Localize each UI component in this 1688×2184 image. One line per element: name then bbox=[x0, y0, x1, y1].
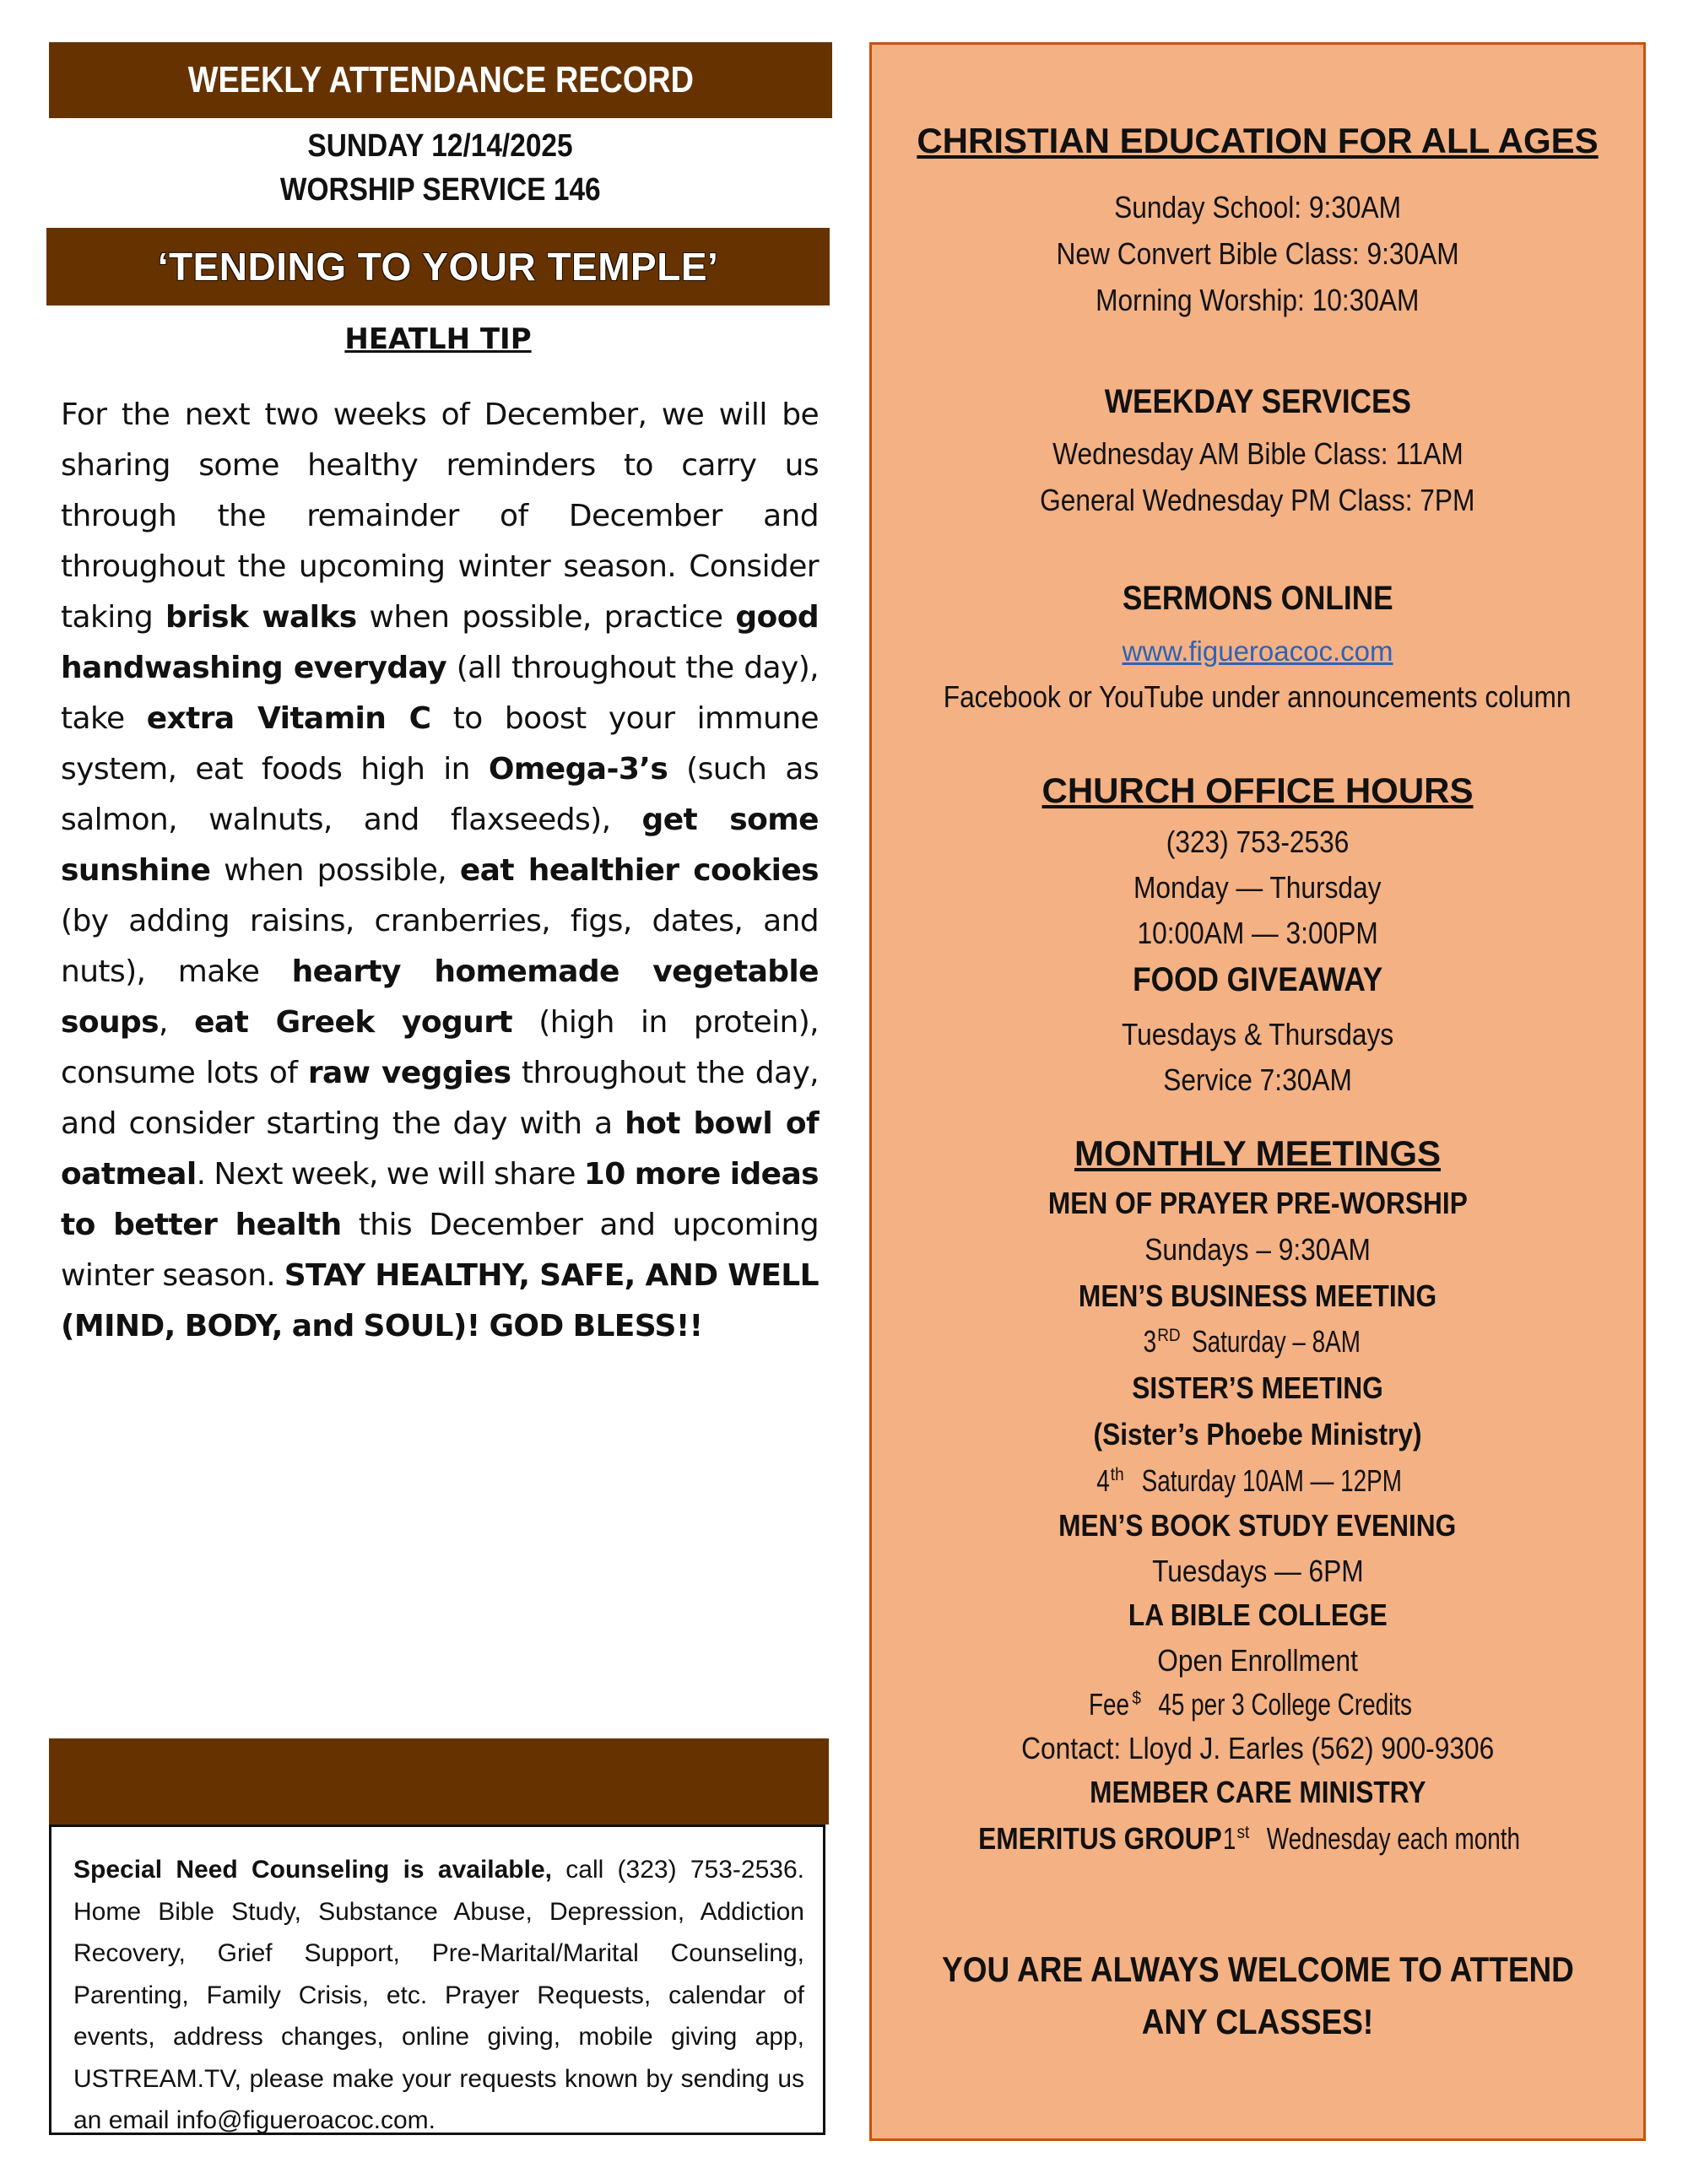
christian-education-title bbox=[872, 121, 1643, 161]
weekday-services-title bbox=[872, 383, 1643, 421]
office-phone bbox=[872, 824, 1643, 860]
health-tip-text: this December and upcoming winter season. bbox=[61, 1208, 819, 1293]
health-tip-text: to boost your immune system, eat foods high in bbox=[61, 701, 819, 787]
health-tip-emphasis: Omega-3’s bbox=[488, 752, 668, 787]
sunday-school-text: Sunday School: 9:30AM bbox=[1114, 190, 1401, 224]
social-line bbox=[872, 679, 1643, 715]
sisters-meeting-sub bbox=[872, 1417, 1643, 1452]
sisters-meeting bbox=[872, 1370, 1643, 1406]
new-convert-text: New Convert Bible Class: 9:30AM bbox=[1056, 236, 1459, 271]
fee-amount: 45 per 3 College Credits bbox=[1158, 1687, 1412, 1722]
info-panel bbox=[869, 42, 1646, 2141]
food-giveaway-title bbox=[872, 961, 1643, 999]
christian-education-title-text: CHRISTIAN EDUCATION FOR ALL AGES bbox=[917, 121, 1599, 160]
mens-business-meeting bbox=[872, 1279, 1643, 1314]
la-bible-college-text: LA BIBLE COLLEGE bbox=[1128, 1597, 1388, 1632]
mens-business-ordinal: 3 bbox=[1143, 1324, 1157, 1359]
open-enrollment-text: Open Enrollment bbox=[1157, 1643, 1358, 1678]
counseling-header-bar bbox=[49, 1738, 829, 1825]
wednesday-pm-text: General Wednesday PM Class: 7PM bbox=[1040, 483, 1475, 517]
counseling-lead: Special Need Counseling is available, bbox=[73, 1856, 552, 1884]
college-contact bbox=[872, 1731, 1643, 1766]
book-study-time-text: Tuesdays — 6PM bbox=[1151, 1554, 1364, 1588]
sisters-meeting-text: SISTER’S MEETING bbox=[1132, 1370, 1383, 1405]
health-tip-text: (such as salmon, walnuts, and flaxseeds), bbox=[61, 752, 820, 837]
date-line-text: SUNDAY 12/14/2025 bbox=[307, 128, 574, 164]
sisters-meeting-time-text bbox=[1096, 1463, 1420, 1499]
sisters-when: Saturday 10AM — 12PM bbox=[1141, 1463, 1402, 1498]
men-of-prayer-time bbox=[872, 1232, 1643, 1268]
mens-book-study bbox=[872, 1508, 1643, 1543]
health-tip-text: (by adding raisins, cranberries, figs, dates, and nuts), make bbox=[61, 904, 819, 989]
member-care-ministry bbox=[872, 1775, 1643, 1810]
food-time bbox=[872, 1062, 1643, 1098]
wednesday-am-text: Wednesday AM Bible Class: 11AM bbox=[1052, 436, 1463, 471]
sisters-meeting-time bbox=[872, 1463, 1643, 1499]
member-care-ministry-text: MEMBER CARE MINISTRY bbox=[1089, 1775, 1426, 1809]
wednesday-pm-line bbox=[872, 483, 1643, 518]
fee-currency: $ bbox=[1132, 1687, 1141, 1708]
sisters-ordinal: 4 bbox=[1096, 1463, 1110, 1498]
health-tip-text: throughout the day, and consider starting the day with a bbox=[61, 1056, 819, 1141]
office-hours-text: 10:00AM — 3:00PM bbox=[1137, 916, 1378, 950]
health-tip-text: when possible, practice bbox=[356, 600, 736, 635]
new-convert-line bbox=[872, 236, 1643, 272]
mens-business-time bbox=[872, 1324, 1643, 1360]
health-tip-emphasis: STAY HEALTHY, SAFE, AND WELL (MIND, BODY, and SOUL)! GOD BLESS!! bbox=[61, 1258, 819, 1343]
health-tip-emphasis: extra Vitamin C bbox=[146, 701, 431, 736]
theme-title: ‘TENDING TO YOUR TEMPLE’ bbox=[157, 245, 719, 289]
health-tip-emphasis: hearty homemade vegetable soups bbox=[61, 954, 819, 1040]
health-tip-emphasis: hot bowl of oatmeal bbox=[61, 1106, 820, 1192]
monthly-meetings-text: MONTHLY MEETINGS bbox=[1074, 1133, 1442, 1173]
health-tip-emphasis: eat Greek yogurt bbox=[194, 1005, 512, 1040]
office-days bbox=[872, 870, 1643, 905]
la-bible-college bbox=[872, 1597, 1643, 1633]
weekday-services-text: WEEKDAY SERVICES bbox=[1104, 383, 1411, 420]
college-contact-text: Contact: Lloyd J. Earles (562) 900-9306 bbox=[1020, 1731, 1495, 1765]
health-tip-emphasis: good handwashing everyday bbox=[61, 600, 819, 685]
office-days-text: Monday — Thursday bbox=[1133, 870, 1382, 905]
health-tip-title: HEATLH TIP bbox=[344, 322, 532, 356]
church-office-hours-text: CHURCH OFFICE HOURS bbox=[1041, 770, 1474, 810]
health-tip-text: , bbox=[159, 1005, 195, 1040]
emeritus-ordinal-suffix: st bbox=[1236, 1821, 1249, 1842]
sisters-meeting-sub-text: (Sister’s Phoebe Ministry) bbox=[1093, 1417, 1422, 1451]
mens-business-meeting-text: MEN’S BUSINESS MEETING bbox=[1078, 1279, 1437, 1313]
office-phone-text: (323) 753-2536 bbox=[1166, 824, 1350, 859]
website-link-text[interactable]: www.figueroacoc.com bbox=[1122, 635, 1393, 667]
office-hours bbox=[872, 916, 1643, 951]
health-tip-text: (high in protein), consume lots of bbox=[61, 1005, 819, 1090]
sermons-online-title bbox=[872, 580, 1643, 618]
sisters-ordinal-suffix: th bbox=[1110, 1463, 1124, 1484]
health-tip-body bbox=[61, 390, 819, 1352]
emeritus-group-text bbox=[978, 1821, 1537, 1857]
emeritus-group-name: EMERITUS GROUP bbox=[977, 1821, 1222, 1856]
health-tip-emphasis: 10 more ideas to better health bbox=[61, 1157, 819, 1242]
welcome-message bbox=[872, 1943, 1643, 2048]
food-giveaway-text: FOOD GIVEAWAY bbox=[1132, 961, 1383, 998]
open-enrollment bbox=[872, 1643, 1643, 1679]
fee-prefix: Fee bbox=[1088, 1687, 1129, 1722]
health-tip-emphasis: eat healthier cookies bbox=[459, 853, 819, 888]
service-line bbox=[49, 172, 832, 208]
attendance-header-bar bbox=[49, 42, 832, 118]
theme-title-bar bbox=[46, 228, 830, 305]
food-time-text: Service 7:30AM bbox=[1163, 1062, 1352, 1097]
health-tip-text: (all throughout the day), take bbox=[61, 651, 819, 736]
social-text: Facebook or YouTube under announcements column bbox=[944, 679, 1572, 714]
health-tip-emphasis: get some sunshine bbox=[61, 803, 819, 888]
counseling-body: call (323) 753-2536. Home Bible Study, Substance Abuse, Depression, Addiction Recovery, Grief Support, Pre-Marital/Marital Counseling, Parenting, Family Crisis, etc. Prayer Requests, calendar of events, address changes, online giving, mobile giving app, USTREAM.TV, please make your requests known by sending us an email info@figueroacoc.com. bbox=[73, 1856, 804, 2134]
service-line-text: WORSHIP SERVICE 146 bbox=[280, 172, 601, 208]
men-of-prayer-time-text: Sundays – 9:30AM bbox=[1144, 1232, 1371, 1267]
emeritus-when: Wednesday each month bbox=[1266, 1821, 1520, 1856]
book-study-time bbox=[872, 1554, 1643, 1589]
men-of-prayer bbox=[872, 1186, 1643, 1221]
attendance-header: WEEKLY ATTENDANCE RECORD bbox=[187, 59, 694, 100]
date-line bbox=[49, 128, 832, 165]
health-tip-text: For the next two weeks of December, we will be sharing some healthy reminders to carry us through the remainder of December and throughout the upcoming winter season. Consider taking bbox=[61, 397, 819, 635]
mens-business-when: Saturday – 8AM bbox=[1192, 1324, 1361, 1359]
health-tip-emphasis: brisk walks bbox=[165, 600, 357, 635]
welcome-line-2: ANY CLASSES! bbox=[1141, 2002, 1374, 2041]
health-tip-text: when possible, bbox=[210, 853, 460, 888]
men-of-prayer-text: MEN OF PRAYER PRE-WORSHIP bbox=[1047, 1186, 1468, 1220]
college-fee-text bbox=[1086, 1687, 1430, 1722]
welcome-line-1: YOU ARE ALWAYS WELCOME TO ATTEND bbox=[941, 1949, 1574, 1989]
college-fee bbox=[872, 1687, 1643, 1722]
mens-business-time-text bbox=[1143, 1324, 1372, 1360]
counseling-box bbox=[49, 1825, 825, 2135]
emeritus-group-line bbox=[872, 1821, 1643, 1857]
monthly-meetings-title bbox=[872, 1133, 1643, 1174]
food-days bbox=[872, 1017, 1643, 1052]
mens-book-study-text: MEN’S BOOK STUDY EVENING bbox=[1058, 1508, 1457, 1543]
health-tip-text: . Next week, we will share bbox=[196, 1157, 584, 1192]
sermons-online-text: SERMONS ONLINE bbox=[1122, 580, 1393, 617]
mens-business-ordinal-suffix: RD bbox=[1157, 1324, 1181, 1345]
sunday-school-line bbox=[872, 190, 1643, 225]
food-days-text: Tuesdays & Thursdays bbox=[1121, 1017, 1394, 1051]
website-link[interactable] bbox=[872, 635, 1643, 668]
wednesday-am-line bbox=[872, 436, 1643, 472]
morning-worship-line bbox=[872, 283, 1643, 318]
emeritus-ordinal: 1 bbox=[1222, 1821, 1236, 1856]
morning-worship-text: Morning Worship: 10:30AM bbox=[1096, 283, 1420, 317]
health-tip-emphasis: raw veggies bbox=[307, 1056, 511, 1090]
church-office-hours-title bbox=[872, 770, 1643, 811]
